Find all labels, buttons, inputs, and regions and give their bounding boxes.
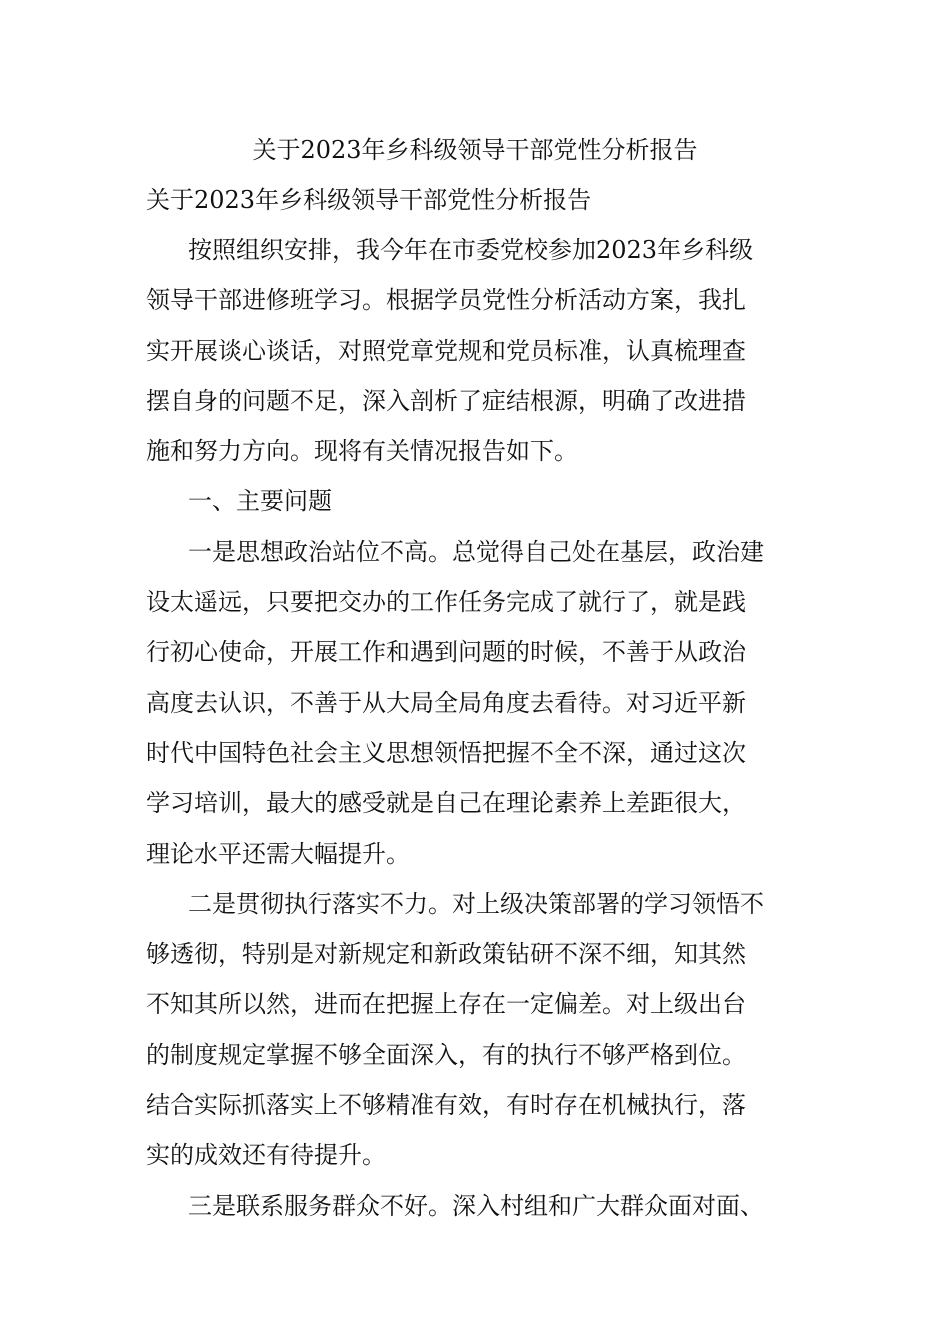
body-line: 时代中国特色社会主义思想领悟把握不全不深，通过这次 — [146, 738, 746, 767]
body-line: 结合实际抓落实上不够精准有效，有时存在机械执行，落 — [146, 1091, 746, 1120]
body-line: 一是思想政治站位不高。总觉得自己处在基层，政治建 — [188, 537, 764, 566]
document-subtitle: 关于2023年乡科级领导干部党性分析报告 — [146, 186, 592, 214]
body-line: 实开展谈心谈话，对照党章党规和党员标准，认真梳理查 — [146, 336, 746, 365]
section-heading: 一、主要问题 — [188, 487, 332, 516]
body-line: 二是贯彻执行落实不力。对上级决策部署的学习领悟不 — [188, 889, 764, 918]
body-line: 施和努力方向。现将有关情况报告如下。 — [146, 437, 578, 466]
body-line: 三是联系服务群众不好。深入村组和广大群众面对面、 — [188, 1191, 764, 1220]
body-line: 行初心使命，开展工作和遇到问题的时候，不善于从政治 — [146, 638, 746, 667]
body-line: 高度去认识，不善于从大局全局角度去看待。对习近平新 — [146, 688, 746, 717]
body-line: 理论水平还需大幅提升。 — [146, 839, 410, 868]
body-line: 够透彻，特别是对新规定和新政策钻研不深不细，知其然 — [146, 940, 746, 969]
body-line: 实的成效还有待提升。 — [146, 1141, 386, 1170]
body-line: 不知其所以然，进而在把握上存在一定偏差。对上级出台 — [146, 990, 746, 1019]
body-line: 学习培训，最大的感受就是自己在理论素养上差距很大， — [146, 789, 746, 818]
body-line: 摆自身的问题不足，深入剖析了症结根源，明确了改进措 — [146, 386, 746, 415]
body-line: 设太遥远，只要把交办的工作任务完成了就行了，就是践 — [146, 588, 746, 617]
body-line: 领导干部进修班学习。根据学员党性分析活动方案，我扎 — [146, 286, 746, 315]
body-line: 的制度规定掌握不够全面深入，有的执行不够严格到位。 — [146, 1040, 746, 1069]
document-body — [146, 234, 811, 1240]
document-title: 关于2023年乡科级领导干部党性分析报告 — [252, 136, 698, 164]
body-line: 按照组织安排，我今年在市委党校参加2023年乡科级 — [188, 236, 754, 264]
